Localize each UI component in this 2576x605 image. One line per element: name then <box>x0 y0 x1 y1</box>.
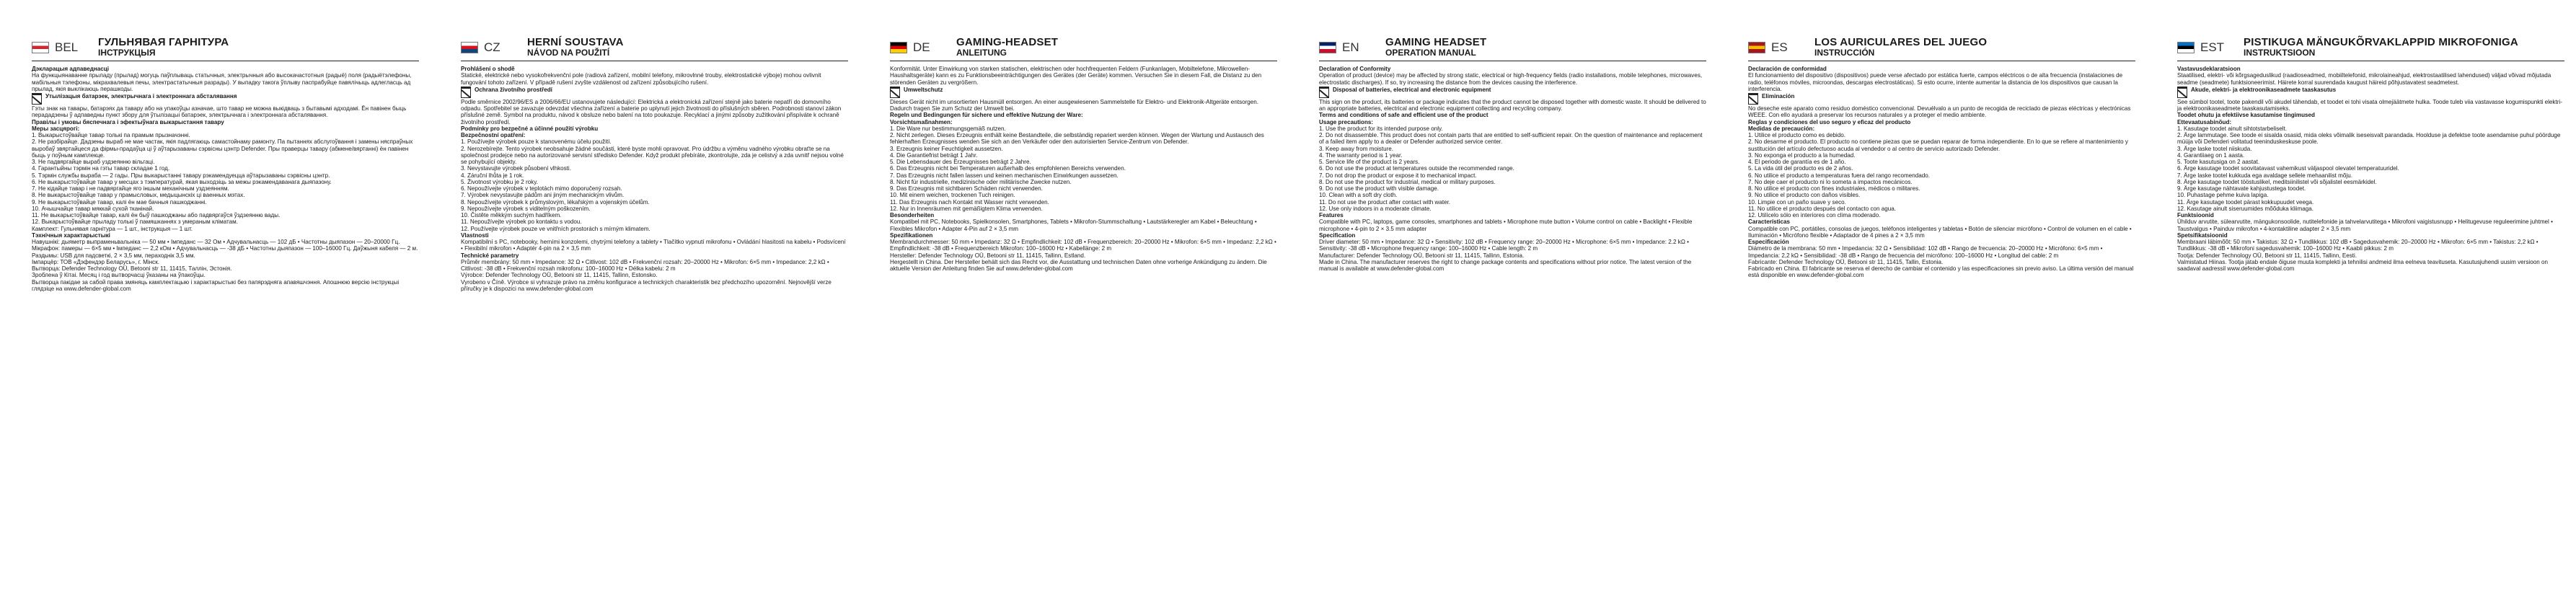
paragraph: Akude, elektri- ja elektroonikaseadmete taaskasutus <box>2191 86 2337 93</box>
paragraph: Навушнікі: дыяметр выпраменьвальніка — 50 мм • Імпеданс — 32 Ом • Адчувальнасць — 102 дБ • Частотны дыяпазон — 20–20000 Гц. Мікрафон: памеры — 6×5 мм • Імпеданс — 2,2 кОм • Адчувальнасць — -38 дБ • Частотны дыяпазон — 100–16000 Гц. Даўжыня кабеля — 2 м. Раздымы: USB для падсветкі, 2 × 3,5 мм, пераходнік 3,5 мм. <box>32 239 418 259</box>
paragraph: 1. Die Ware nur bestimmungsgemäß nutzen. <box>890 125 1006 132</box>
paragraph: 4. Die Garantiefrist beträgt 1 Jahr. <box>890 151 978 159</box>
paragraph: 8. Nicht für industrielle, medizinische oder militärische Zwecke nutzen. <box>890 178 1072 185</box>
paragraph: 4. El periodo de garantía es de 1 año. <box>1748 159 1846 165</box>
paragraph: 5. Service life of the product is 2 years. <box>1319 159 1420 165</box>
paragraph: Manufacturer: Defender Technology OÜ, Betooni str 11, 11415, Tallinn, Estonia. <box>1319 252 1525 259</box>
paragraph: 6. Das Erzeugnis nicht bei Temperaturen außerhalb des empfohlenen Bereichs verwenden. <box>890 165 1126 172</box>
section-heading: Especificación <box>1748 239 1789 245</box>
paragraph: Driver diameter: 50 mm • Impedance: 32 Ω • Sensitivity: 102 dB • Frequency range: 20–20000 Hz • Microphone: 6×5 mm • Impedance: 2.2 kΩ • Sensitivity: -38 dB • Microphone frequency range: 100–16000 Hz • Cable length: 2 m <box>1319 239 1689 252</box>
section-heading: Правілы і умовы бяспечнага і эфектыўнага выкарыстання тавару <box>32 118 224 125</box>
paragraph: 1. Utilice el producto como es debido. <box>1748 132 1845 138</box>
paragraph: 3. Erzeugnis keiner Feuchtigkeit aussetzen. <box>890 145 1003 152</box>
language-column-cz <box>429 0 858 605</box>
paragraph: 3. Keep away from moisture. <box>1319 145 1394 152</box>
paragraph: 5. Toote kasutusiga on 2 aastat. <box>2177 159 2260 165</box>
paragraph: 5. Životnost výrobku je 2 roky. <box>461 178 538 185</box>
paragraph: 7. Das Erzeugnis nicht fallen lassen und keinen mechanischen Einwirkungen aussetzen. <box>890 172 1119 179</box>
paragraph: Hergestellt in China. Der Hersteller behält sich das Recht vor, die Ausstattung und technischen Daten ohne vorherige Ankündigung zu ändern. Die aktuelle Version der Anleitung finden Sie auf www.defender-global.com <box>890 258 1267 272</box>
language-column-bel <box>0 0 429 605</box>
paragraph: 2. No desarme el producto. El producto no contiene piezas que se puedan reparar de forma independiente. En lo que se refiere al mantenimiento y sustitución del artículo defectuoso acuda al vendedor o al centro de servicio autorizado Defender. <box>1748 138 2128 152</box>
paragraph: Valmistatud Hiinas. Tootja jätab endale õiguse muuta komplekti ja tehnilisi andmeid ilma eelneva teavituseta. Kasutusjuhendi uusim versioon on saadaval aadressil www.defender-global.com <box>2177 258 2548 272</box>
paragraph: Podle směrnice 2002/96/ES a 2006/66/EU ustanovujete následující: Elektrická a elektronická zařízení stejně jako baterie nepatří do domovního odpadu. Spotřebitel se zavazuje odevzdat všechna zařízení a baterie po uplynutí jejich životnosti do příslušných sběren. Podrobnosti stanoví zákon příslušné země. Symbol na produktu, návod k obsluze nebo balení na toto poukazuje. Recyklací a jinými způsoby zužitkování přispíváte k ochraně životního prostředí. <box>461 98 842 125</box>
paragraph: 11. Nepoužívejte výrobek po kontaktu s vodou. <box>461 218 582 226</box>
column-header <box>32 35 419 61</box>
paragraph: 9. Das Erzeugnis mit sichtbaren Schäden nicht verwenden. <box>890 185 1043 192</box>
paragraph: Statické, elektrické nebo vysokofrekvenční pole (radiová zařízení, mobilní telefony, mikrovlnné trouby, elektrostatické výboje) mohou ovlivnit fungování tohoto zařízení. V případě rušení zvyšte vzdálenost od zařízení způsobujícího rušení. <box>461 72 821 86</box>
paragraph: 7. Do not drop the product or expose it to mechanical impact. <box>1319 172 1477 179</box>
section-heading: Vorsichtsmaßnahmen: <box>890 118 953 125</box>
column-body <box>890 66 1277 272</box>
paragraph: Імпарцёр: ТОВ «Дэфендэр Беларусь», г. Мінск. <box>32 258 159 265</box>
paragraph: Made in China. The manufacturer reserves the right to change package contents and specifications without prior notice. The latest version of the manual is available at www.defender-global.com <box>1319 258 1692 272</box>
paragraph: 4. Гарантыйны тэрмін на гэты тавар складае 1 год. <box>32 165 170 172</box>
paragraph: 2. Nerozebírejte. Tento výrobek neobsahuje žádné součásti, které byste mohli opravovat. Pro údržbu a výměnu vadného výrobku obraťte se na společnost prodejce nebo na autorizované servisní středisko Defender. Když produkt přebíráte, zkontrolujte, zda je celistvý a zda uvnitř nejsou volné se pohybující objekty. <box>461 145 844 165</box>
section-heading: Declaration of Conformity <box>1319 66 1391 72</box>
section-heading: Тэхнічныя характарыстыкі <box>32 231 110 239</box>
paragraph: 11. No utilice el producto después del contacto con agua. <box>1748 205 1897 212</box>
paragraph: El funcionamiento del dispositivo (dispositivos) puede verse afectado por estática fuerte, campos eléctricos o de alta frecuencia (instalaciones de radio, teléfonos móviles, microondas, descargas electrostáticas). Si esto ocurre, intente aumentar la distancia de los dispositivos que causan la interferencia. <box>1748 72 2123 92</box>
section-heading: Дэкларацыя адпаведнасці <box>32 66 109 72</box>
paragraph: 8. Не выкарыстоўвайце тавар у прамысловых, медыцынскіх ці ваенных мэтах. <box>32 192 245 199</box>
crossed-bin-icon <box>1748 93 1758 105</box>
paragraph: Камплект: Гульнявая гарнітура — 1 шт., інструкцыя — 1 шт. <box>32 225 193 232</box>
paragraph: 6. Ärge kasutage toodet soovitatavast vahemikust väljaspool olevatel temperatuuridel. <box>2177 165 2399 172</box>
paragraph: Diámetro de la membrana: 50 mm • Impedancia: 32 Ω • Sensibilidad: 102 dB • Rango de frecuencia: 20–20000 Hz • Micrófono: 6×5 mm • Impedancia: 2,2 kΩ • Sensibilidad: -38 dB • Rango de frecuencia del micrófono: 100–16000 Hz • Longitud del cable: 2 m <box>1748 245 2103 259</box>
section-heading: Reglas y condiciones del uso seguro y eficaz del producto <box>1748 118 1911 125</box>
column-header <box>890 35 1277 61</box>
paragraph: 6. No utilice el producto a temperaturas fuera del rango recomendado. <box>1748 172 1930 179</box>
paragraph: 1. Use the product for its intended purpose only. <box>1319 125 1443 132</box>
language-code: BEL <box>55 40 79 54</box>
paragraph: No deseche este aparato como residuo doméstico convencional. Devuélvalo a un punto de recogida de reciclado de piezas eléctricas y electrónicas WEEE. Con ello ayudará a preservar los recursos naturales y a proteger el medio ambiente. <box>1748 105 2131 119</box>
paragraph: Tootja: Defender Technology OÜ, Betooni str 11, 11415, Tallinn, Eesti. <box>2177 252 2357 259</box>
paragraph: 7. No deje caer el producto ni lo someta a impactos mecánicos. <box>1748 178 1913 185</box>
paragraph: Compatible with PC, laptops, game consoles, smartphones and tablets • Microphone mute button • Volume control on cable • Backlight • Flexible microphone • 4-pin to 2 × 3.5 mm adapter <box>1319 218 1693 232</box>
paragraph: Operation of product (device) may be affected by strong static, electrical or high-frequency fields (radio installations, mobile telephones, microwaves, electrostatic discharges). If so, try increasing the distance from the devices causing the interference. <box>1319 72 1703 86</box>
paragraph: 11. Ärge kasutage toodet pärast kokkupuudet veega. <box>2177 198 2314 206</box>
section-heading: Medidas de precaución: <box>1748 125 1815 132</box>
language-code: EST <box>2200 40 2225 54</box>
paragraph: 11. Do not use the product after contact with water. <box>1319 198 1451 206</box>
flag-icon <box>1748 42 1765 53</box>
column-body <box>1319 66 1706 272</box>
column-title: PISTIKUGA MÄNGUKÕRVAKLAPPID MIKROFONIGA <box>2244 36 2518 48</box>
paragraph: This sign on the product, its batteries or package indicates that the product cannot be disposed together with domestic waste. It should be delivered to an appropriate batteries, electrical and electronic equipment collecting and recycling company. <box>1319 98 1706 112</box>
section-heading: Vastavusdeklaratsioon <box>2177 66 2241 72</box>
paragraph: 3. Не падвяргайце выраб уздзеянню вільгаці. <box>32 159 155 165</box>
paragraph: Umweltschutz <box>904 86 943 93</box>
paragraph: Compatible con PC, portátiles, consolas de juegos, teléfonos inteligentes y tabletas • Botón de silenciar micrófono • Control de volumen en el cable • Iluminación • Micrófono flexible • Adaptador de 4 pines a 2 × 3,5 mm <box>1748 225 2132 239</box>
section-heading: Regeln und Bedingungen für sichere und effektive Nutzung der Ware: <box>890 112 1083 119</box>
paragraph: 9. Do not use the product with visible damage. <box>1319 185 1439 192</box>
paragraph: Průměr membrány: 50 mm • Impedance: 32 Ω • Citlivost: 102 dB • Frekvenční rozsah: 20–20000 Hz • Mikrofon: 6×5 mm • Impedance: 2,2 kΩ • Citlivost: -38 dB • Frekvenční rozsah mikrofonu: 100–16000 Hz • Délka kabelu: 2 m <box>461 258 829 272</box>
paragraph: Hersteller: Defender Technology OÜ, Betooni str 11, 11415, Tallinn, Estland. <box>890 252 1086 259</box>
paragraph: 10. Mit einem weichen, trockenen Tuch reinigen. <box>890 192 1015 199</box>
flag-icon <box>2177 42 2195 53</box>
column-subtitle: OPERATION MANUAL <box>1385 48 1476 58</box>
paragraph: See sümbol tootel, toote pakendil või akudel tähendab, et toodet ei tohi visata olmejäätmete hulka. Toode tuleb viia vastavasse kogumispunkti elektri- ja elektroonikaseadmete taaskasutamiseks. <box>2177 98 2562 112</box>
column-header <box>461 35 848 61</box>
paragraph: 10. Čistěte měkkým suchým hadříkem. <box>461 212 562 218</box>
column-title: HERNÍ SOUSTAVA <box>527 36 624 48</box>
crossed-bin-icon <box>2177 87 2187 98</box>
paragraph: 4. Garantiiaeg on 1 aasta. <box>2177 151 2245 159</box>
paragraph: 4. The warranty period is 1 year. <box>1319 151 1403 159</box>
paragraph: 2. Nicht zerlegen. Dieses Erzeugnis enthält keine Bestandteile, die selbständig repariert werden können. Wegen der Wartung und Austausch des fehlerhaften Erzeugnisses wenden Sie sich an den Verkäufer oder den autorisierten Service-Zentrum von Defender. <box>890 132 1264 146</box>
paragraph: Вытворца пакідае за сабой права змяняць камплектацыю і характарыстыкі без папярэдняга апавяшчэння. Апошнюю версію інструкцыі глядзіце на www.defender-global.com <box>32 278 400 292</box>
language-code: CZ <box>484 40 500 54</box>
paragraph: 4. Záruční lhůta je 1 rok. <box>461 172 524 179</box>
paragraph: 9. Ärge kasutage nähtavate kahjustustega toodet. <box>2177 185 2306 192</box>
column-title: LOS AURICULARES DEL JUEGO <box>1814 36 1988 48</box>
paragraph: Ühilduv arvutite, sülearvutite, mängukonsoolide, nutitelefonide ja tahvelarvutitega • Mikrofoni vaigistusnupp • Helitugevuse reguleerimine juhtmel • Taustvalgus • Painduv mikrofon • 4-kontaktiline adapter 2 × 3,5 mm <box>2177 218 2553 232</box>
column-header <box>1319 35 1706 61</box>
section-heading: Funktsioonid <box>2177 212 2214 218</box>
column-body <box>1748 66 2135 279</box>
paragraph: 2. Не разбірайце. Дадзены выраб не мае частак, якія падлягаюць самастойнаму рамонту. Па пытаннях абслугоўвання і замены няспраўных выробаў звяртайцеся да фірмы-прадаўца ці ў аўтарызаваны сэрвісны цэнтр Defender. Пры праверцы тавару (абмене/вяртанні) ён павінен быць у поўным камплекце. <box>32 138 413 159</box>
crossed-bin-icon <box>1319 87 1329 98</box>
section-heading: Specification <box>1319 231 1356 239</box>
flag-icon <box>890 42 907 53</box>
section-heading: Features <box>1319 212 1344 218</box>
column-title: GAMING-HEADSET <box>956 36 1059 48</box>
paragraph: Konformität. Unter Einwirkung von starken statischen, elektrischen oder hochfrequenten Feldern (Funkanlagen, Mobiltelefone, Mikrowellen-Haushaltsgeräte) kann es zu Funktionsbeeinträchtigungen des Gerätes (der Geräte) kommen. Versuchen Sie in diesem Fall, die Distanz zu den störenden Geräten zu vergrößern. <box>890 66 1262 86</box>
paragraph: 1. Выкарыстоўвайце тавар толькі па прамым прызначэнні. <box>32 132 190 138</box>
section-heading: Ettevaatusabinõud: <box>2177 118 2232 125</box>
column-body <box>2177 66 2564 272</box>
paragraph: Ochrana životního prostředí <box>475 86 552 93</box>
column-subtitle: INSTRUCCIÓN <box>1814 48 1875 58</box>
paragraph: 11. Не выкарыстоўвайце тавар, калі ён быў пашкоджаны або падвяргаўся ўздзеянню вады. <box>32 212 281 218</box>
paragraph: Гэты знак на тавары, батарэях да тавару або на упакоўцы азначае, што тавар не можна выкідваць з бытавымі адходамі. Ён павінен быць перададзены ў адпаведны пункт збору для ўтылізацыі батарэек, электрычнага і электроннага абсталявання. <box>32 105 407 119</box>
paragraph: Утылізацыя батарэек, электрычнага і электроннага абсталявання <box>45 93 237 100</box>
column-body <box>461 66 848 292</box>
paragraph: 1. Kasutage toodet ainult sihtotstarbeliselt. <box>2177 125 2288 132</box>
paragraph: 3. Nevystavujte výrobek působení vlhkosti. <box>461 165 571 172</box>
paragraph: Výrobce: Defender Technology OÜ, Betooni str 11, 11415, Tallinn, Estonsko. <box>461 272 658 279</box>
paragraph: 10. Ачышчайце тавар мяккай сухой тканінай. <box>32 205 154 212</box>
paragraph: 12. Kasutage ainult siseruumides mõõduka kliimaga. <box>2177 205 2313 212</box>
section-heading: Меры засцярогі: <box>32 125 80 132</box>
section-heading: Prohlášení o shodě <box>461 66 515 72</box>
section-heading: Toodet ohutu ja efektiivse kasutamise tingimused <box>2177 112 2315 119</box>
column-body <box>32 66 419 292</box>
paragraph: 8. No utilice el producto con fines industriales, médicos o militares. <box>1748 185 1920 192</box>
paragraph: 10. Puhastage pehme kuiva lapiga. <box>2177 192 2269 199</box>
language-column-de <box>858 0 1287 605</box>
paragraph: 10. Limpie con un paño suave y seco. <box>1748 198 1846 206</box>
column-subtitle: ІНСТРУКЦЫЯ <box>98 48 156 58</box>
column-title: GAMING HEADSET <box>1385 36 1487 48</box>
paragraph: 8. Do not use the product for industrial, medical or military purposes. <box>1319 178 1496 185</box>
section-heading: Características <box>1748 218 1791 226</box>
paragraph: 5. Тэрмін службы выраба — 2 гады. Пры выкарыстанні тавару рэкамендуецца аўтарызаваны сэрвісны цэнтр. <box>32 172 330 179</box>
paragraph: 12. Používejte výrobek pouze ve vnitřních prostorách s mírným klimatem. <box>461 225 650 232</box>
paragraph: На функцыянаванне прыладу (прылад) могуць паўплываць статычныя, электрычныя або высокачастотныя (радыё) поля (радыётэлефоны, мабільныя тэлефоны, мікрахвалевыя печы, электрастатычныя разрады). У выпадку такога ўплыву паспрабуйце павялічыць адлегласць ад прылад, якія выклікаюць перашкоды. <box>32 72 412 92</box>
paragraph: Eliminación <box>1762 93 1795 100</box>
paragraph: 12. Utilícelo sólo en interiores con clima moderado. <box>1748 212 1881 218</box>
paragraph: 3. Ärge laske tootel niiskuda. <box>2177 145 2252 152</box>
section-heading: Vlastnosti <box>461 231 489 239</box>
paragraph: 2. Do not disassemble. This product does not contain parts that are entitled to self-sufficient repair. On the question of maintenance and replacement of a failed item apply to a dealer or Defender authorized service center. <box>1319 132 1703 146</box>
language-column-est <box>2145 0 2575 605</box>
paragraph: Vyrobeno v Číně. Výrobce si vyhrazuje právo na změnu konfigurace a technických charakteristik bez předchozího upozornění. Nejnovější verze příručky je k dispozici na www.defender-global.com <box>461 278 832 292</box>
paragraph: Kompatibilní s PC, notebooky, herními konzolemi, chytrými telefony a tablety • Tlačítko vypnutí mikrofonu • Ovládání hlasitosti na kabelu • Podsvícení • Flexibilní mikrofon • Adaptér 4-pin na 2 × 3,5 mm <box>461 239 846 252</box>
paragraph: 7. Не кідайце тавар і не падвяргайце яго іншым механічным уздзеянням. <box>32 185 229 192</box>
flag-icon <box>32 42 49 53</box>
column-subtitle: NÁVOD NA POUŽITÍ <box>527 48 610 58</box>
section-heading: Usage precautions: <box>1319 118 1374 125</box>
column-title: ГУЛЬНЯВАЯ ГАРНІТУРА <box>98 36 229 48</box>
crossed-bin-icon <box>461 87 471 98</box>
paragraph: 10. Clean with a soft dry cloth. <box>1319 192 1398 199</box>
column-subtitle: ANLEITUNG <box>956 48 1007 58</box>
paragraph: 9. Не выкарыстоўвайце тавар, калі ён мае бачныя пашкоджанні. <box>32 198 207 206</box>
flag-icon <box>1319 42 1336 53</box>
paragraph: 9. Nepoužívejte výrobek s viditelným poškozením. <box>461 205 591 212</box>
paragraph: 7. Ärge laske tootel kukkuda ega avaldage sellele mehaanilist mõju. <box>2177 172 2352 179</box>
language-code: DE <box>913 40 930 54</box>
paragraph: 3. No exponga el producto a la humedad. <box>1748 151 1856 159</box>
paragraph: 2. Ärge lammutage. See toode ei sisalda osasid, mida oleks võimalik iseseisvalt parandada. Hoolduse ja defektse toote asendamise puhul pöörduge müüja või Defenderi volitatud teeninduskeskuse poole. <box>2177 132 2561 146</box>
section-heading: Spezifikationen <box>890 231 933 239</box>
section-heading: Podmínky pro bezpečné a účinné použití výrobku <box>461 125 599 132</box>
crossed-bin-icon <box>890 87 900 98</box>
paragraph: 11. Das Erzeugnis nach Kontakt mit Wasser nicht verwenden. <box>890 198 1049 206</box>
section-heading: Spetsifikatsioonid <box>2177 231 2228 239</box>
paragraph: 8. Nepoužívejte výrobek k průmyslovým, lékařským a vojenským účelům. <box>461 198 650 206</box>
language-code: ES <box>1771 40 1788 54</box>
paragraph: Fabricado en China. El fabricante se reserva el derecho de cambiar el contenido y las especificaciones sin previo aviso. La última versión del manual está disponible en www.defender-global.com <box>1748 265 2134 279</box>
column-header <box>2177 35 2564 61</box>
paragraph: Dieses Gerät nicht im unsortierten Hausmüll entsorgen. An einer ausgewiesenen Sammelstelle für Elektro- und Elektronik-Altgeräte entsorgen. Dadurch tragen Sie zum Schutz der Umwelt bei. <box>890 98 1259 112</box>
paragraph: Kompatibel mit PC, Notebooks, Spielkonsolen, Smartphones, Tablets • Mikrofon-Stummschaltung • Lautstärkeregler am Kabel • Beleuchtung • Flexibles Mikrofon • Adapter 4-Pin auf 2 × 3,5 mm <box>890 218 1257 232</box>
paragraph: 12. Nur in Innenräumen mit gemäßigtem Klima verwenden. <box>890 205 1043 212</box>
paragraph: 6. Do not use the product at temperatures outside the recommended range. <box>1319 165 1514 172</box>
paragraph: 5. La vida útil del producto es de 2 años. <box>1748 165 1853 172</box>
paragraph: 12. Выкарыстоўвайце прыладу толькі ў памяшканнях з умераным кліматам. <box>32 218 238 226</box>
paragraph: Membraani läbimõõt: 50 mm • Takistus: 32 Ω • Tundlikkus: 102 dB • Sagedusvahemik: 20–20000 Hz • Mikrofon: 6×5 mm • Takistus: 2,2 kΩ • Tundlikkus: -38 dB • Mikrofoni sagedusvahemik: 100–16000 Hz • Kaabli pikkus: 2 m <box>2177 239 2538 252</box>
paragraph: 12. Use only indoors in a moderate climate. <box>1319 205 1432 212</box>
paragraph: 6. Nepoužívejte výrobek v teplotách mimo doporučený rozsah. <box>461 185 622 192</box>
section-heading: Declaración de conformidad <box>1748 66 1827 72</box>
language-column-es <box>1716 0 2145 605</box>
paragraph: 5. Die Lebensdauer des Erzeugnisses beträgt 2 Jahre. <box>890 159 1031 165</box>
column-subtitle: INSTRUKTSIOON <box>2244 48 2316 58</box>
paragraph: Disposal of batteries, electrical and electronic equipment <box>1333 86 1491 93</box>
section-heading: Technické parametry <box>461 252 519 259</box>
section-heading: Terms and conditions of safe and efficient use of the product <box>1319 112 1488 119</box>
paragraph: Staatilised, elektri- või kõrgsageduslikud (raadioseadmed, mobiiltelefonid, mikrolaineahjud, elektrostaatilised lahendused) väljad võivad mõjutada seadme (seadmete) funktsioneerimist. Häirete korral suurendada kaugust häireid põhjustavatest seadmetest. <box>2177 72 2551 86</box>
column-header <box>1748 35 2135 61</box>
paragraph: 8. Ärge kasutage toodet tööstuslikel, meditsiinilistel või sõjalistel eesmärkidel. <box>2177 178 2377 185</box>
language-column-en <box>1287 0 1716 605</box>
flag-icon <box>461 42 478 53</box>
paragraph: Membrandurchmesser: 50 mm • Impedanz: 32 Ω • Empfindlichkeit: 102 dB • Frequenzbereich: 20–20000 Hz • Mikrofon: 6×5 mm • Impedanz: 2,2 kΩ • Empfindlichkeit: -38 dB • Frequenzbereich Mikrofon: 100–16000 Hz • Kabellänge: 2 m <box>890 239 1276 252</box>
paragraph: Зроблена ў Кітаі. Месяц і год вытворчасці ўказаны на ўпакоўцы. <box>32 272 206 279</box>
section-heading: Besonderheiten <box>890 212 935 218</box>
paragraph: 6. Не выкарыстоўвайце тавар у месцах з тэмпературай, якая выходзіць за межы рэкамендаванага дыяпазону. <box>32 178 332 185</box>
paragraph: 1. Používejte výrobek pouze k stanovenému účelu použití. <box>461 138 612 146</box>
paragraph: 7. Výrobek nevystavujte pádům ani jiným mechanickým vlivům. <box>461 192 625 199</box>
language-code: EN <box>1342 40 1359 54</box>
section-heading: Bezpečnostní opatření: <box>461 132 526 138</box>
paragraph: Fabricante: Defender Technology OÜ, Betooni str 11, 11415, Tallin, Estonia. <box>1748 258 1944 265</box>
paragraph: 9. No utilice el producto con daños visibles. <box>1748 192 1861 199</box>
crossed-bin-icon <box>32 93 42 105</box>
paragraph: Вытворца: Defender Technology OÜ, Betooni str 11, 11415, Таллін, Эстонія. <box>32 265 232 272</box>
